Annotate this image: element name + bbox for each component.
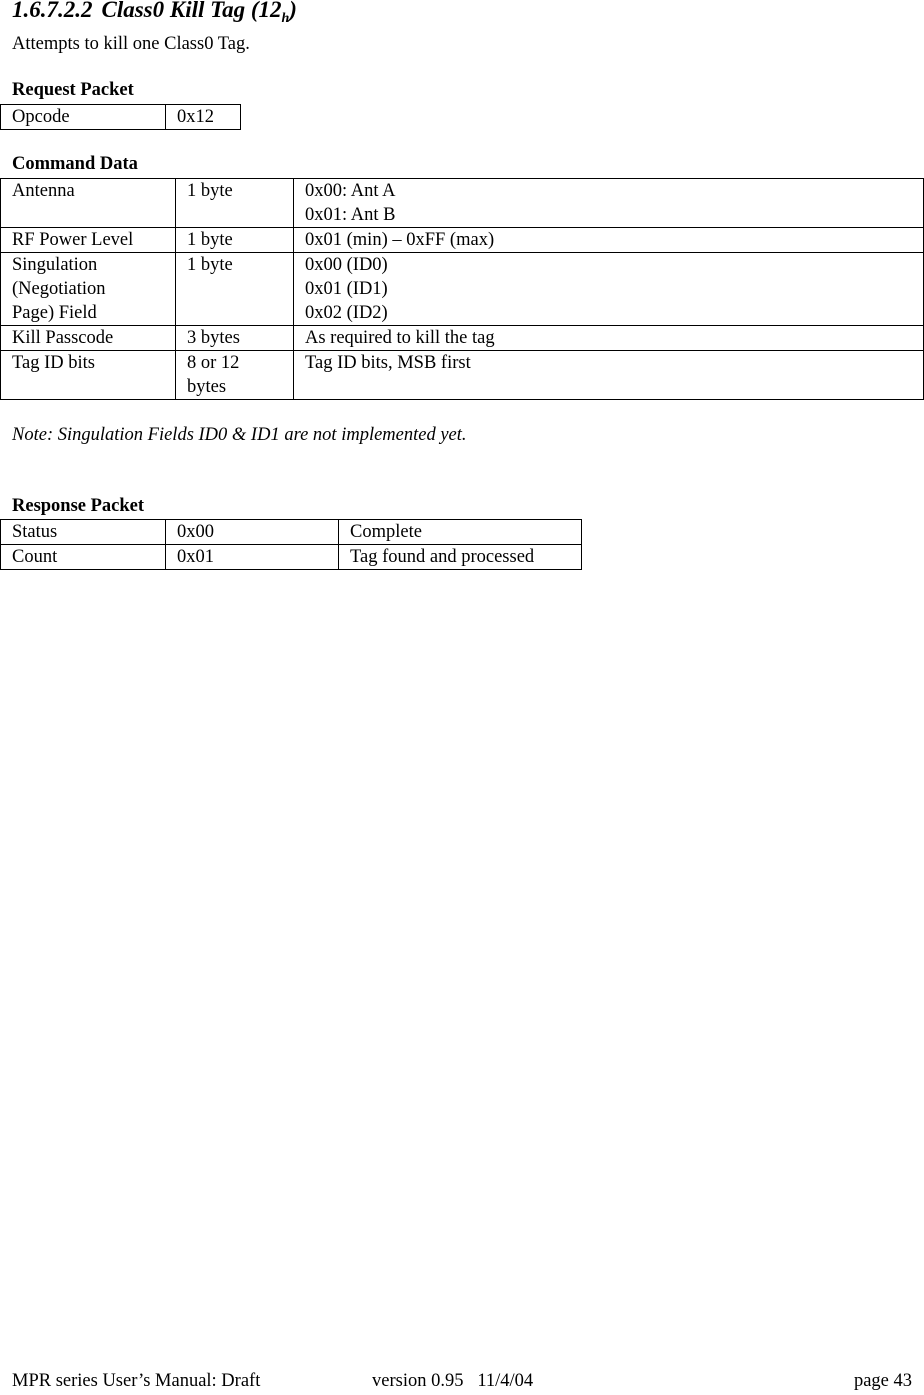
cell-line: 0x01 (min) – 0xFF (max) bbox=[305, 230, 495, 250]
implementation-note: Note: Singulation Fields ID0 & ID1 are not implemented yet. bbox=[12, 425, 467, 445]
command-data-label: Command Data bbox=[12, 154, 138, 174]
command-desc-cell bbox=[294, 253, 924, 326]
response-field-cell: Status bbox=[1, 520, 166, 545]
request-field-cell: Opcode bbox=[1, 105, 166, 130]
command-field-cell bbox=[1, 228, 176, 253]
command-size-cell bbox=[176, 351, 294, 400]
cell-line: Antenna bbox=[12, 181, 75, 201]
intro-text: Attempts to kill one Class0 Tag. bbox=[12, 34, 250, 54]
cell-line: 3 bytes bbox=[187, 328, 240, 348]
response-value-cell: 0x01 bbox=[166, 545, 339, 570]
table-row bbox=[1, 545, 582, 570]
section-number: 1.6.7.2.2 bbox=[12, 0, 93, 22]
response-desc-cell: Complete bbox=[339, 520, 582, 545]
command-data-table bbox=[0, 178, 924, 400]
section-heading bbox=[12, 0, 297, 27]
table-row bbox=[1, 351, 924, 400]
command-field-cell bbox=[1, 326, 176, 351]
cell-line: 0x00 (ID0) bbox=[305, 255, 388, 275]
section-title: Class0 Kill Tag (12 bbox=[101, 0, 282, 22]
cell-line: (Negotiation bbox=[12, 279, 106, 299]
footer-version: version 0.95 11/4/04 bbox=[372, 1371, 534, 1391]
cell-line: 1 byte bbox=[187, 181, 233, 201]
command-field-cell bbox=[1, 351, 176, 400]
command-size-cell bbox=[176, 253, 294, 326]
section-title-subscript: h bbox=[281, 11, 290, 26]
command-size-cell bbox=[176, 179, 294, 228]
response-value-cell: 0x00 bbox=[166, 520, 339, 545]
cell-line: 0x01: Ant B bbox=[305, 205, 396, 225]
cell-line: Tag ID bits, MSB first bbox=[305, 353, 471, 373]
command-desc-cell bbox=[294, 179, 924, 228]
table-row bbox=[1, 253, 924, 326]
request-value-cell: 0x12 bbox=[166, 105, 241, 130]
cell-line: 0x01 (ID1) bbox=[305, 279, 388, 299]
table-row bbox=[1, 105, 241, 130]
command-size-cell bbox=[176, 228, 294, 253]
request-packet-table bbox=[0, 104, 241, 130]
cell-line: RF Power Level bbox=[12, 230, 134, 250]
cell-line: 1 byte bbox=[187, 255, 233, 275]
command-field-cell bbox=[1, 179, 176, 228]
cell-line: bytes bbox=[187, 377, 227, 397]
table-row bbox=[1, 228, 924, 253]
cell-line: 1 byte bbox=[187, 230, 233, 250]
cell-line: Tag ID bits bbox=[12, 353, 95, 373]
response-desc-cell: Tag found and processed bbox=[339, 545, 582, 570]
command-desc-cell bbox=[294, 351, 924, 400]
page-footer bbox=[0, 1371, 924, 1395]
cell-line: 0x02 (ID2) bbox=[305, 303, 388, 323]
table-row bbox=[1, 520, 582, 545]
response-packet-table bbox=[0, 519, 582, 570]
footer-page-number: page 43 bbox=[853, 1371, 912, 1391]
request-packet-label: Request Packet bbox=[12, 80, 134, 100]
cell-line: Singulation bbox=[12, 255, 98, 275]
cell-line: 8 or 12 bbox=[187, 353, 240, 373]
table-row bbox=[1, 326, 924, 351]
response-field-cell: Count bbox=[1, 545, 166, 570]
cell-line: Kill Passcode bbox=[12, 328, 114, 348]
command-size-cell bbox=[176, 326, 294, 351]
response-packet-label: Response Packet bbox=[12, 496, 145, 516]
command-field-cell bbox=[1, 253, 176, 326]
cell-line: As required to kill the tag bbox=[305, 328, 495, 348]
cell-line: Page) Field bbox=[12, 303, 97, 323]
command-desc-cell bbox=[294, 228, 924, 253]
cell-line: 0x00: Ant A bbox=[305, 181, 396, 201]
command-desc-cell bbox=[294, 326, 924, 351]
table-row bbox=[1, 179, 924, 228]
section-title-close: ) bbox=[289, 0, 297, 22]
footer-manual-title: MPR series User’s Manual: Draft bbox=[12, 1371, 261, 1391]
